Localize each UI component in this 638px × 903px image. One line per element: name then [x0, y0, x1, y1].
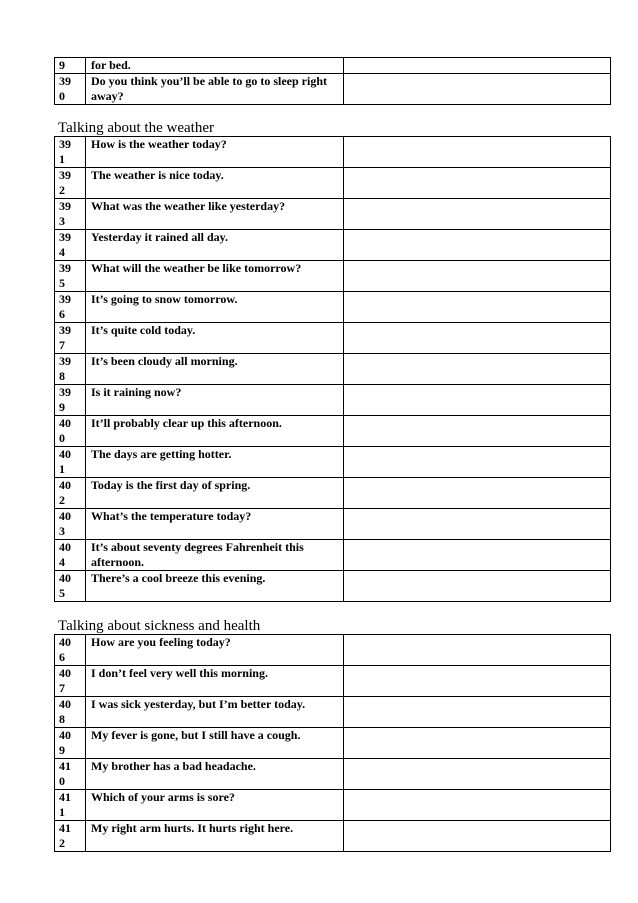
row-number: 40 3 — [55, 509, 86, 540]
row-number: 39 8 — [55, 354, 86, 385]
table-row — [55, 728, 611, 759]
phrase-text: Yesterday it rained all day. — [86, 230, 344, 261]
table-row — [55, 74, 611, 105]
table-row — [55, 385, 611, 416]
row-number: 40 4 — [55, 540, 86, 571]
table-row — [55, 168, 611, 199]
phrase-text: It’s about seventy degrees Fahrenheit this afternoon. — [86, 540, 344, 571]
section-title-weather: Talking about the weather — [58, 120, 214, 136]
row-number: 40 6 — [55, 635, 86, 666]
answer-cell[interactable] — [344, 540, 611, 571]
table-row — [55, 230, 611, 261]
document-page — [54, 0, 606, 852]
phrase-text: Is it raining now? — [86, 385, 344, 416]
phrase-text: What’s the temperature today? — [86, 509, 344, 540]
phrase-text: for bed. — [86, 58, 344, 74]
answer-cell[interactable] — [344, 728, 611, 759]
row-number: 39 3 — [55, 199, 86, 230]
answer-cell[interactable] — [344, 168, 611, 199]
table-row — [55, 635, 611, 666]
answer-cell[interactable] — [344, 354, 611, 385]
answer-cell[interactable] — [344, 199, 611, 230]
answer-cell[interactable] — [344, 230, 611, 261]
phrase-text: It’ll probably clear up this afternoon. — [86, 416, 344, 447]
row-number: 39 2 — [55, 168, 86, 199]
phrase-text: I was sick yesterday, but I’m better today. — [86, 697, 344, 728]
phrase-text: What will the weather be like tomorrow? — [86, 261, 344, 292]
phrase-text: Which of your arms is sore? — [86, 790, 344, 821]
section-title-health: Talking about sickness and health — [58, 618, 261, 634]
row-number: 40 8 — [55, 697, 86, 728]
answer-cell[interactable] — [344, 571, 611, 602]
table-row — [55, 478, 611, 509]
row-number: 39 5 — [55, 261, 86, 292]
row-number: 39 7 — [55, 323, 86, 354]
answer-cell[interactable] — [344, 666, 611, 697]
table-row — [55, 58, 611, 74]
table-row — [55, 199, 611, 230]
answer-cell[interactable] — [344, 323, 611, 354]
row-number: 40 2 — [55, 478, 86, 509]
table-row — [55, 759, 611, 790]
table-row — [55, 137, 611, 168]
table-row — [55, 571, 611, 602]
phrase-text: How is the weather today? — [86, 137, 344, 168]
phrase-text: Do you think you’ll be able to go to sleep right away? — [86, 74, 344, 105]
phrase-text: It’s going to snow tomorrow. — [86, 292, 344, 323]
row-number: 41 2 — [55, 821, 86, 852]
table-row — [55, 354, 611, 385]
table-row — [55, 447, 611, 478]
table-row — [55, 821, 611, 852]
row-number: 39 6 — [55, 292, 86, 323]
row-number: 39 0 — [55, 74, 86, 105]
table-row — [55, 666, 611, 697]
table-row — [55, 790, 611, 821]
answer-cell[interactable] — [344, 635, 611, 666]
answer-cell[interactable] — [344, 292, 611, 323]
row-number: 40 7 — [55, 666, 86, 697]
row-number: 41 1 — [55, 790, 86, 821]
row-number: 40 1 — [55, 447, 86, 478]
row-number: 40 5 — [55, 571, 86, 602]
answer-cell[interactable] — [344, 821, 611, 852]
phrase-text: Today is the first day of spring. — [86, 478, 344, 509]
row-number: 40 0 — [55, 416, 86, 447]
answer-cell[interactable] — [344, 759, 611, 790]
row-number: 40 9 — [55, 728, 86, 759]
health-phrase-table — [54, 634, 611, 852]
phrase-text: My right arm hurts. It hurts right here. — [86, 821, 344, 852]
answer-cell[interactable] — [344, 697, 611, 728]
row-number: 39 1 — [55, 137, 86, 168]
answer-cell[interactable] — [344, 261, 611, 292]
answer-cell[interactable] — [344, 509, 611, 540]
table-row — [55, 509, 611, 540]
phrase-text: The weather is nice today. — [86, 168, 344, 199]
row-number: 41 0 — [55, 759, 86, 790]
phrase-text: What was the weather like yesterday? — [86, 199, 344, 230]
answer-cell[interactable] — [344, 790, 611, 821]
phrase-text: I don’t feel very well this morning. — [86, 666, 344, 697]
continued-phrase-table — [54, 57, 611, 105]
phrase-text: It’s been cloudy all morning. — [86, 354, 344, 385]
table-row — [55, 292, 611, 323]
answer-cell[interactable] — [344, 58, 611, 74]
phrase-text: It’s quite cold today. — [86, 323, 344, 354]
answer-cell[interactable] — [344, 478, 611, 509]
table-row — [55, 697, 611, 728]
phrase-text: There’s a cool breeze this evening. — [86, 571, 344, 602]
row-number: 39 9 — [55, 385, 86, 416]
phrase-text: My fever is gone, but I still have a cough. — [86, 728, 344, 759]
phrase-text: The days are getting hotter. — [86, 447, 344, 478]
answer-cell[interactable] — [344, 74, 611, 105]
table-row — [55, 540, 611, 571]
phrase-text: How are you feeling today? — [86, 635, 344, 666]
row-number: 39 4 — [55, 230, 86, 261]
row-number: 9 — [55, 58, 86, 74]
answer-cell[interactable] — [344, 385, 611, 416]
weather-phrase-table — [54, 136, 611, 602]
table-row — [55, 261, 611, 292]
table-row — [55, 416, 611, 447]
answer-cell[interactable] — [344, 137, 611, 168]
phrase-text: My brother has a bad headache. — [86, 759, 344, 790]
answer-cell[interactable] — [344, 447, 611, 478]
answer-cell[interactable] — [344, 416, 611, 447]
table-row — [55, 323, 611, 354]
